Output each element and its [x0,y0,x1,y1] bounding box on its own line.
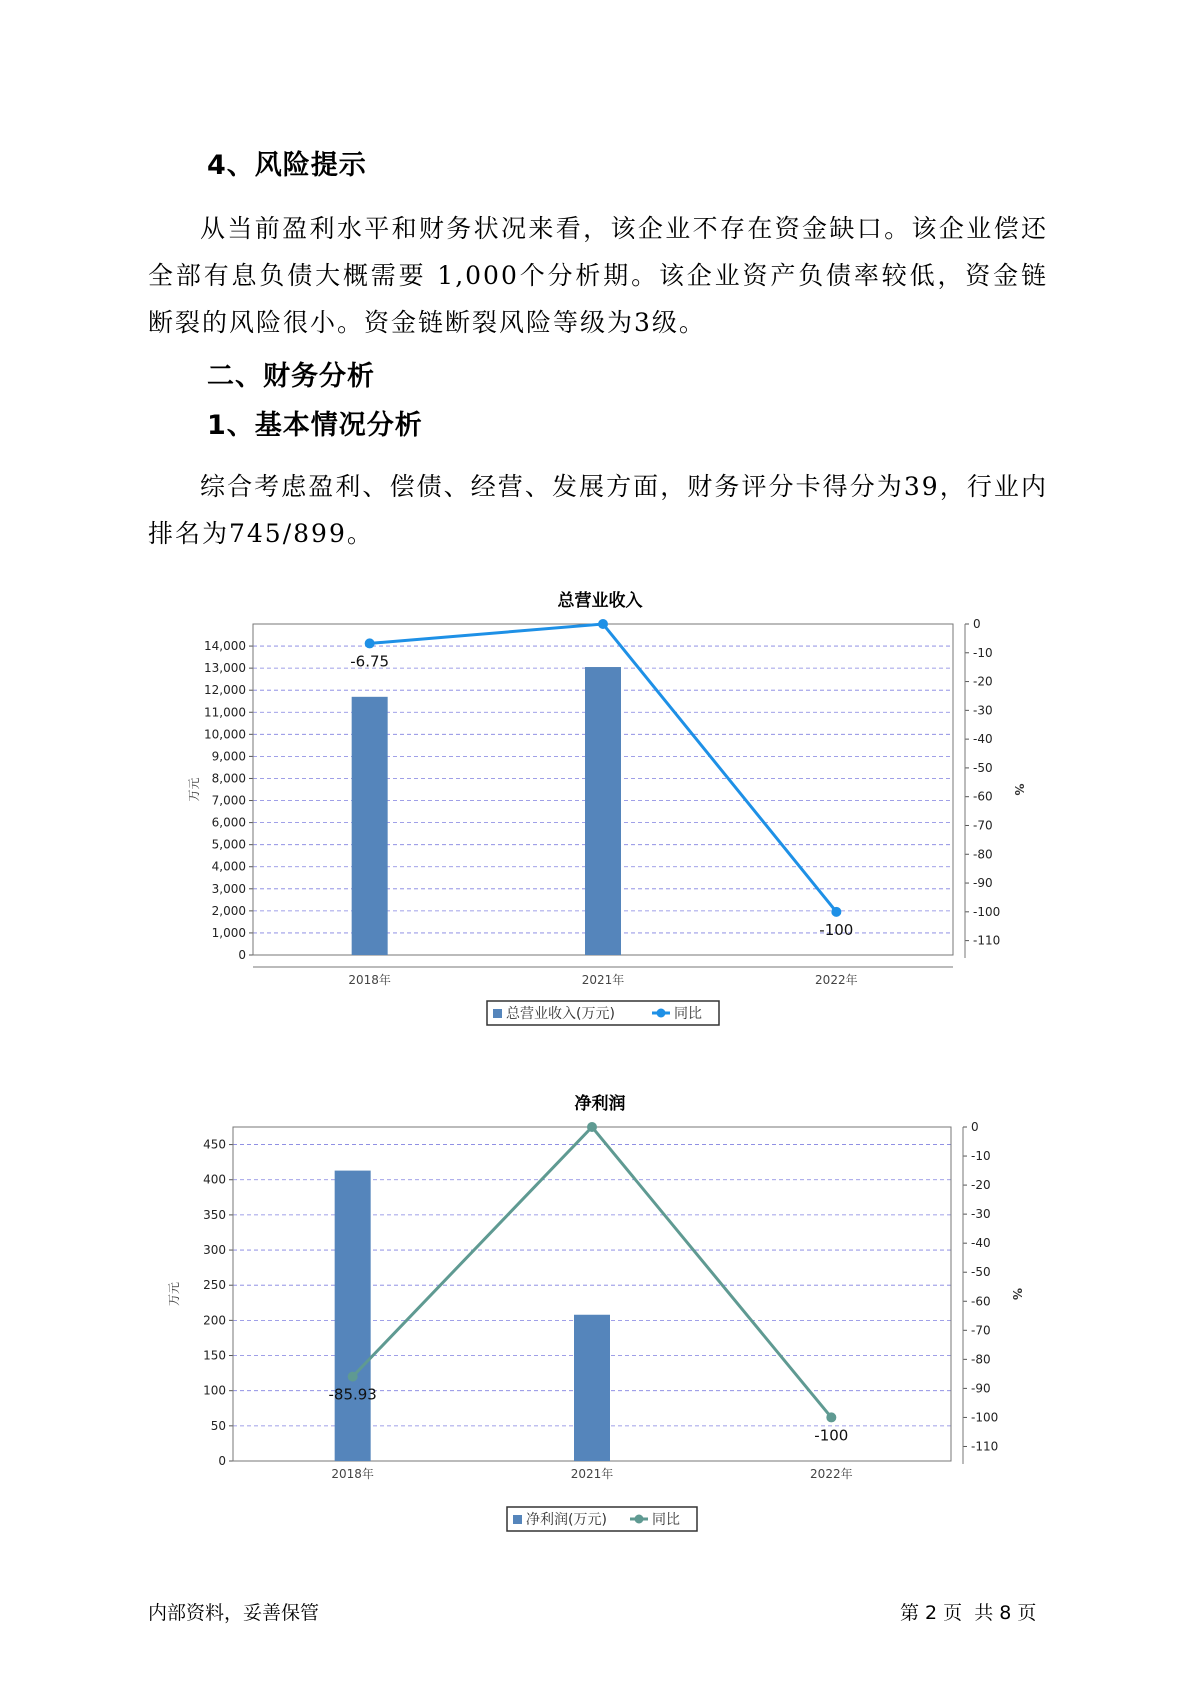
y2-tick-label: -110 [971,1439,999,1454]
section-2-1-paragraph: 综合考虑盈利、偿债、经营、发展方面，财务评分卡得分为39，行业内排名为745/899。 [148,472,1048,548]
y-tick-label: 0 [238,948,246,962]
section-4-paragraph: 从当前盈利水平和财务状况来看，该企业不存在资金缺口。该企业偿还全部有息负债大概需要 1,000个分析期。该企业资产负债率较低，资金链断裂的风险很小。资金链断裂风险等级为3级。 [148,214,1048,337]
x-tick-label: 2022年 [815,973,858,987]
legend-bar-label: 总营业收入(万元) [506,1006,615,1022]
y-tick-label: 450 [203,1137,226,1152]
legend-bar-swatch [493,1009,502,1018]
y-tick-label: 10,000 [204,727,246,742]
yoy-point [831,907,841,917]
x-tick-label: 2022年 [810,1467,853,1481]
net-profit-chart [167,1083,1024,1543]
y-axis-title: 万元 [187,777,201,802]
data-label: -85.93 [328,1385,377,1404]
y-tick-label: 50 [210,1418,226,1433]
footer-page-number: 第 2 页 共 8 页 [900,1602,1037,1624]
chart-title: 净利润 [574,1094,626,1114]
legend-line-label: 同比 [652,1512,680,1528]
y-tick-label: 3,000 [211,881,246,896]
y2-tick-label: -110 [973,933,1001,948]
y-tick-label: 2,000 [211,903,246,918]
yoy-point [587,1122,597,1132]
y-axis-title: 万元 [167,1281,181,1307]
legend-bar-swatch [513,1515,522,1524]
x-tick-label: 2018年 [331,1467,374,1481]
y-tick-label: 6,000 [211,815,246,830]
y2-tick-label: -50 [971,1265,991,1280]
y-tick-label: 14,000 [204,639,246,654]
revenue-chart [180,580,1026,1040]
y2-tick-label: -20 [971,1178,991,1193]
y-tick-label: 12,000 [204,683,246,698]
bar [585,667,621,955]
y-tick-label: 4,000 [211,859,246,874]
y2-tick-label: -70 [971,1323,991,1338]
y-tick-label: 150 [203,1348,226,1363]
y2-tick-label: -20 [973,674,993,689]
y-tick-label: 5,000 [211,837,246,852]
y-tick-label: 350 [203,1207,226,1222]
revenue-chart-svg [180,580,1026,1040]
y2-tick-label: 0 [971,1120,979,1134]
data-label: -100 [819,920,854,939]
yoy-point [598,619,608,629]
section-4-heading: 4、风险提示 [207,150,367,181]
y2-tick-label: 0 [973,617,981,631]
y2-tick-label: -100 [971,1410,999,1425]
section-2-1-heading: 1、基本情况分析 [207,410,423,441]
y2-tick-label: -40 [971,1236,991,1251]
y-tick-label: 13,000 [204,661,246,676]
net-profit-chart-svg [167,1083,1024,1543]
yoy-point [826,1412,836,1422]
data-label: -6.75 [350,652,390,671]
y2-tick-label: -90 [971,1381,991,1396]
y-tick-label: 300 [203,1243,226,1258]
y-tick-label: 7,000 [211,793,246,808]
bar [352,697,388,955]
bar [574,1315,610,1461]
y-tick-label: 100 [203,1383,226,1398]
y2-tick-label: -70 [973,818,993,833]
y-tick-label: 200 [203,1313,226,1328]
y2-tick-label: -40 [973,732,993,747]
section-2-heading: 二、财务分析 [207,361,375,392]
x-tick-label: 2021年 [570,1467,614,1481]
y-tick-label: 11,000 [204,705,246,720]
y2-tick-label: -10 [973,645,993,660]
legend-line-marker [635,1515,644,1524]
legend-line-marker [657,1009,666,1018]
y-tick-label: 8,000 [211,771,246,786]
y2-tick-label: -10 [971,1149,991,1164]
y-tick-label: 1,000 [211,925,246,940]
y2-tick-label: -60 [973,789,993,804]
chart-title: 总营业收入 [557,591,643,611]
y-tick-label: 9,000 [211,749,246,764]
y-tick-label: 400 [203,1172,226,1187]
x-tick-label: 2018年 [348,973,391,987]
x-tick-label: 2021年 [581,973,625,987]
data-label: -100 [814,1426,849,1445]
yoy-point [348,1372,358,1382]
y-tick-label: 0 [218,1454,226,1468]
legend-bar-label: 净利润(万元) [526,1512,607,1528]
y-tick-label: 250 [203,1278,226,1293]
footer-confidential-note: 内部资料，妥善保管 [148,1602,320,1624]
y2-tick-label: -80 [973,847,993,862]
y2-tick-label: -60 [971,1294,991,1309]
y2-axis-title: % [1010,1287,1024,1301]
y2-tick-label: -30 [973,703,993,718]
y2-tick-label: -80 [971,1352,991,1367]
y2-tick-label: -50 [973,760,993,775]
legend-line-label: 同比 [674,1006,702,1022]
y2-tick-label: -90 [973,876,993,891]
y2-axis-title: % [1012,783,1026,796]
y2-tick-label: -30 [971,1207,991,1222]
bar [335,1171,371,1461]
y2-tick-label: -100 [973,904,1001,919]
yoy-point [365,638,375,648]
